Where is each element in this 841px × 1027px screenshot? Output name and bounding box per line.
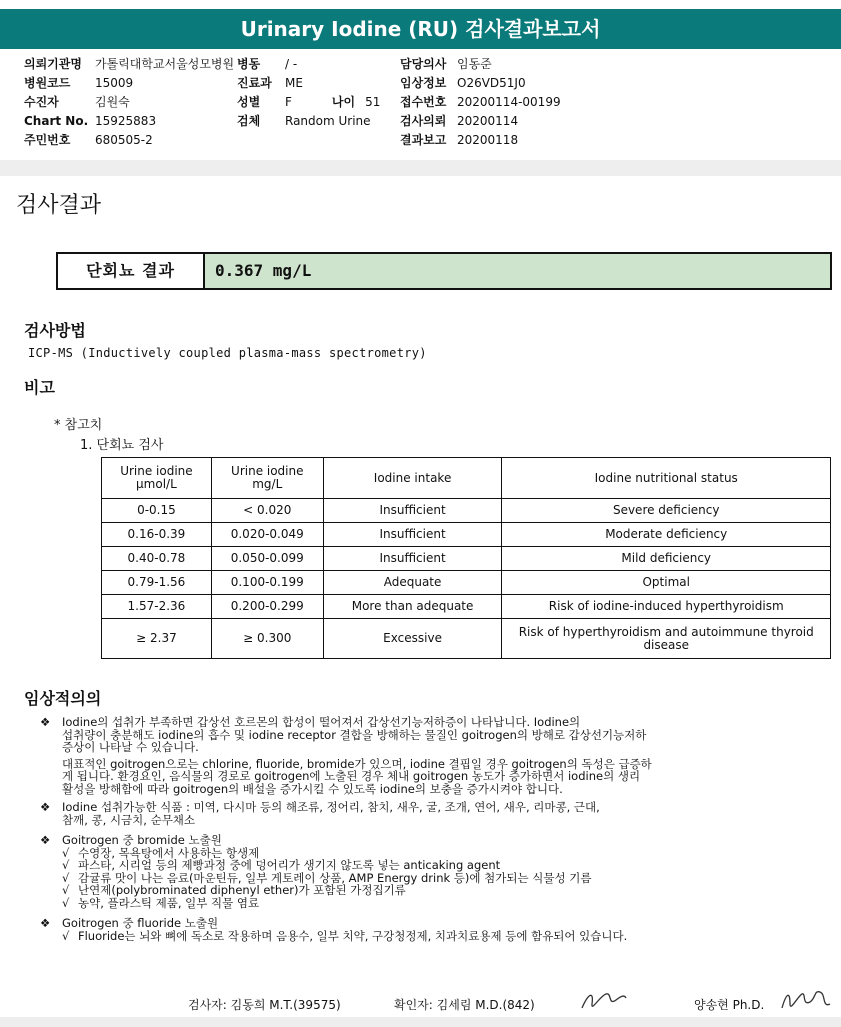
table-cell: 0.79-1.56 <box>102 571 212 595</box>
table-cell: Risk of iodine-induced hyperthyroidism <box>502 595 831 619</box>
table-row <box>102 619 831 659</box>
table-row <box>102 523 831 547</box>
info-row: 임상정보 O26VD51J0 <box>400 76 526 90</box>
reference-table <box>101 457 831 659</box>
table-cell: Excessive <box>323 619 502 659</box>
table-cell: 0.050-0.099 <box>211 547 323 571</box>
result-label: 단회뇨 결과 <box>58 254 205 288</box>
info-row: 병동 / - <box>237 57 298 71</box>
table-cell: Moderate deficiency <box>502 523 831 547</box>
clinical-bullet: ❖ Iodine 섭취가능한 식품 : 미역, 다시마 등의 해조류, 정어리, 참치, 새우, 굴, 조개, 연어, 새우, 리마콩, 근대, 참깨, 콩, 시금치, 순무채소 <box>40 800 600 827</box>
table-cell: Severe deficiency <box>502 499 831 523</box>
report-title: Urinary Iodine (RU) 검사결과보고서 <box>240 17 601 41</box>
table-cell: 0.40-0.78 <box>102 547 212 571</box>
list-item: √ 난연제(polybrominated diphenyl ether)가 포함된 가정집기류 <box>62 883 406 897</box>
table-cell: Optimal <box>502 571 831 595</box>
bullet-marker: ❖ <box>40 916 51 930</box>
table-row <box>102 547 831 571</box>
table-row <box>102 595 831 619</box>
clinical-significance <box>40 716 840 942</box>
reference-title: * 참고치 <box>54 418 103 433</box>
table-row <box>102 571 831 595</box>
confirmer-name: 확인자: 김세림 M.D.(842) <box>394 998 535 1012</box>
age-label: 나이 <box>331 95 356 109</box>
table-cell: ≥ 0.300 <box>211 619 323 659</box>
section-divider <box>0 160 841 176</box>
method-text: ICP-MS (Inductively coupled plasma-mass spectrometry) <box>28 346 427 360</box>
clinical-paragraph: 대표적인 goitrogen으로는 chlorine, fluoride, bromide가 있으며, iodine 결핍일 경우 goitrogen의 독성은 급증하 게 됩니다. 환경요인, 음식물의 경로로 goitrogen에 노출된 경우 체내 goitrogen 농도가 증가하면서 iodine의 생리 활성을 방해함에 따라 goitrogen의 배설을 증가시킬 수 있도록 iodine의 보충을 증가시켜야 합니다. <box>62 756 652 796</box>
bullet-marker: ❖ <box>40 715 51 729</box>
table-cell: 0.100-0.199 <box>211 571 323 595</box>
table-header: Iodine intake <box>323 458 502 499</box>
info-row: 검사의뢰 20200114 <box>400 114 519 128</box>
check-icon: √ <box>62 858 70 872</box>
reference-subtitle: 1. 단회뇨 검사 <box>80 438 164 453</box>
check-icon: √ <box>62 845 70 860</box>
clinical-title: 임상적의의 <box>24 689 102 708</box>
table-cell: < 0.020 <box>211 499 323 523</box>
check-icon: √ <box>62 928 70 943</box>
signature-footer <box>0 992 841 1016</box>
table-cell: Risk of hyperthyroidism and autoimmune thyroid disease <box>502 619 831 659</box>
table-header: Urine iodine mg/L <box>211 458 323 499</box>
clinical-bullet: ❖ Goitrogen 중 fluoride 노출원 <box>40 916 219 930</box>
list-item: √ 농약, 플라스틱 제품, 일부 직물 염료 <box>62 895 260 910</box>
clinical-bullet: ❖ Iodine의 섭취가 부족하면 갑상선 호르몬의 합성이 떨어져서 갑상선기능저하증이 나타납니다. Iodine의 섭취량이 충분해도 iodine의 흡수 및 iodine receptor 결합을 방해하는 물질인 goitrogen의 방해로 갑상선기능저하 증상이 나타날 수 있습니다. <box>40 715 647 754</box>
info-row: 결과보고 20200118 <box>400 133 519 147</box>
info-column-3 <box>400 55 561 150</box>
approver-name: 양송현 Ph.D. <box>694 998 765 1012</box>
info-row: Chart No. 15925883 <box>24 114 157 128</box>
table-cell: ≥ 2.37 <box>102 619 212 659</box>
approver-signature <box>778 984 836 1016</box>
report-header <box>0 9 841 49</box>
table-cell: Insufficient <box>323 547 502 571</box>
tester-name: 검사자: 김동희 M.T.(39575) <box>188 998 341 1012</box>
info-column-2 <box>237 55 380 131</box>
info-row: 성별 F 나이 51 <box>237 93 380 112</box>
table-cell: More than adequate <box>323 595 502 619</box>
info-row: 주민번호 680505-2 <box>24 133 153 147</box>
table-cell: 0.200-0.299 <box>211 595 323 619</box>
method-title: 검사방법 <box>24 321 86 340</box>
info-row: 담당의사 임동준 <box>400 57 492 71</box>
table-cell: 0.020-0.049 <box>211 523 323 547</box>
bullet-marker: ❖ <box>40 833 51 847</box>
info-row: 병원코드 15009 <box>24 76 134 90</box>
table-header-row <box>102 458 831 499</box>
check-icon: √ <box>62 883 70 897</box>
info-row: 접수번호 20200114-00199 <box>400 95 561 109</box>
table-row <box>102 499 831 523</box>
result-value: 0.367 mg/L <box>205 254 830 288</box>
table-cell: 1.57-2.36 <box>102 595 212 619</box>
table-cell: 0-0.15 <box>102 499 212 523</box>
table-header: Iodine nutritional status <box>502 458 831 499</box>
bullet-marker: ❖ <box>40 800 51 814</box>
info-row: 진료과 ME <box>237 76 303 90</box>
result-box <box>56 252 832 290</box>
list-item: √ 감귤류 맛이 나는 음료(마운틴듀, 일부 게토레이 상품, AMP Energy drink 등)에 첨가되는 식물성 기름 <box>62 870 592 885</box>
age-value: 51 <box>365 95 381 109</box>
table-cell: Insufficient <box>323 499 502 523</box>
list-item: √ 수영장, 목욕탕에서 사용하는 항생제 <box>62 845 260 860</box>
confirmer-signature <box>578 986 630 1016</box>
check-icon: √ <box>62 895 70 910</box>
list-item: √ Fluoride는 뇌와 뼈에 독소로 작용하며 음용수, 일부 치약, 구강청정제, 치과치료용제 등에 함유되어 있습니다. <box>62 928 628 943</box>
table-header: Urine iodine μmol/L <box>102 458 212 499</box>
result-section-title: 검사결과 <box>16 193 102 218</box>
check-icon: √ <box>62 870 70 885</box>
info-column-1 <box>24 55 234 150</box>
table-cell: Mild deficiency <box>502 547 831 571</box>
info-row: 수진자 김원숙 <box>24 95 130 109</box>
list-item: √ 파스타, 시리얼 등의 제빵과정 중에 덩어리가 생기지 않도록 넣는 anticaking agent <box>62 858 501 872</box>
info-row: 의뢰기관명 가톨릭대학교서울성모병원 <box>24 57 235 71</box>
clinical-bullet: ❖ Goitrogen 중 bromide 노출원 <box>40 833 222 847</box>
table-cell: Adequate <box>323 571 502 595</box>
table-cell: Insufficient <box>323 523 502 547</box>
info-row: 검체 Random Urine <box>237 114 371 128</box>
remarks-title: 비고 <box>24 378 55 397</box>
table-cell: 0.16-0.39 <box>102 523 212 547</box>
bottom-divider <box>0 1017 841 1027</box>
